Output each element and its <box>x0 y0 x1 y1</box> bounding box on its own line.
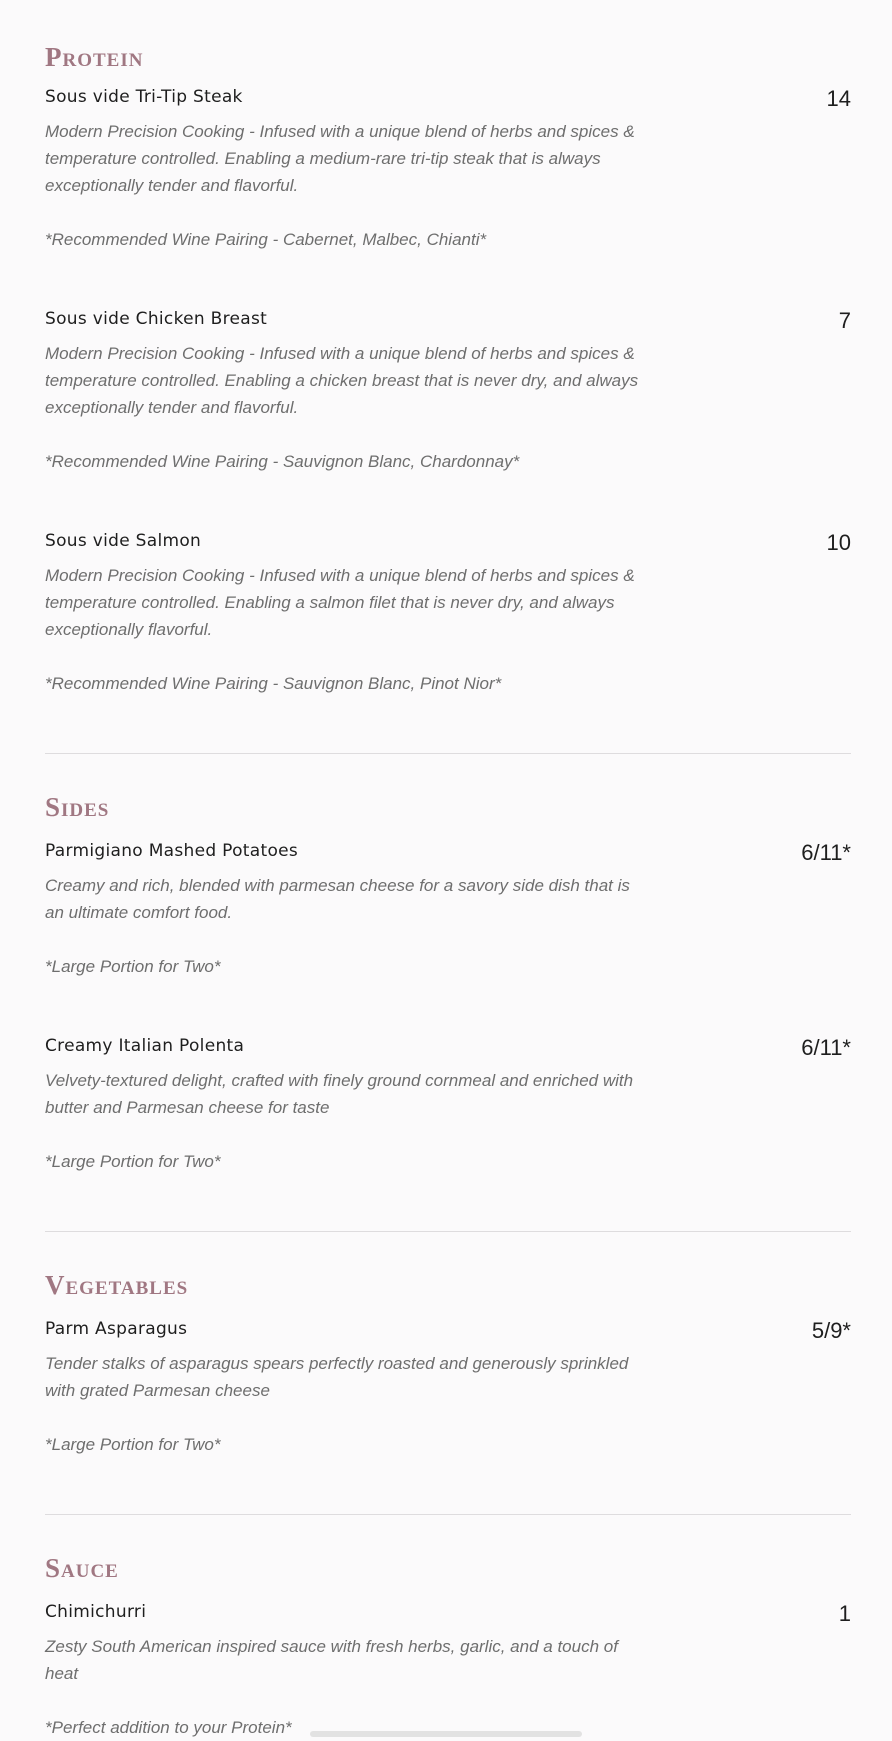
item-note: *Large Portion for Two* <box>45 1152 221 1171</box>
item-description: Modern Precision Cooking - Infused with a unique blend of herbs and spices & temperature controlled. Enabling a salmon filet that is never dry, and always exceptionally flavorful. <box>45 566 635 639</box>
menu-item-mashed-potatoes <box>45 840 851 980</box>
item-name: Sous vide Chicken Breast <box>45 309 268 329</box>
item-note: *Recommended Wine Pairing - Cabernet, Malbec, Chianti* <box>45 230 487 249</box>
menu-item-tri-tip-steak <box>45 86 851 253</box>
item-name: Parm Asparagus <box>45 1319 188 1339</box>
item-name: Sous vide Tri-Tip Steak <box>45 87 243 107</box>
scroll-indicator <box>310 1731 582 1737</box>
item-price: 7 <box>838 308 851 333</box>
item-description: Modern Precision Cooking - Infused with a unique blend of herbs and spices & temperature controlled. Enabling a medium-rare tri-tip steak that is always exceptionally tender and flavorful. <box>45 122 635 195</box>
section-protein <box>45 0 851 697</box>
item-price: 1 <box>838 1601 851 1626</box>
section-vegetables <box>45 1232 851 1458</box>
item-name: Chimichurri <box>45 1602 147 1622</box>
item-note: *Perfect addition to your Protein* <box>45 1718 292 1737</box>
item-note: *Recommended Wine Pairing - Sauvignon Blanc, Chardonnay* <box>45 452 520 471</box>
menu-page <box>45 0 851 1741</box>
item-description: Creamy and rich, blended with parmesan cheese for a savory side dish that is an ultimate comfort food. <box>45 876 630 922</box>
section-sides <box>45 754 851 1175</box>
menu-item-chimichurri <box>45 1601 851 1741</box>
section-title-protein: Protein <box>45 42 144 72</box>
menu-item-chicken-breast <box>45 308 851 475</box>
item-note: *Recommended Wine Pairing - Sauvignon Blanc, Pinot Nior* <box>45 674 502 693</box>
item-description: Zesty South American inspired sauce with fresh herbs, garlic, and a touch of heat <box>45 1637 618 1683</box>
menu-item-italian-polenta <box>45 1035 851 1175</box>
section-sauce <box>45 1515 851 1741</box>
item-price: 6/11* <box>801 1035 851 1060</box>
item-note: *Large Portion for Two* <box>45 957 221 976</box>
item-name: Parmigiano Mashed Potatoes <box>45 841 299 861</box>
item-description: Velvety-textured delight, crafted with finely ground cornmeal and enriched with butter and Parmesan cheese for taste <box>45 1071 634 1117</box>
menu-item-salmon <box>45 530 851 697</box>
section-title-sides: Sides <box>45 792 110 822</box>
section-title-sauce: Sauce <box>45 1553 119 1583</box>
item-price: 10 <box>826 530 851 555</box>
item-description: Modern Precision Cooking - Infused with a unique blend of herbs and spices & temperature controlled. Enabling a chicken breast that is never dry, and always exceptionally tender and flavorful. <box>45 344 639 417</box>
menu-item-parm-asparagus <box>45 1318 851 1458</box>
item-price: 5/9* <box>811 1318 851 1343</box>
item-name: Creamy Italian Polenta <box>45 1036 245 1056</box>
item-price: 6/11* <box>801 840 851 865</box>
item-note: *Large Portion for Two* <box>45 1435 221 1454</box>
item-name: Sous vide Salmon <box>45 531 202 551</box>
item-price: 14 <box>826 86 851 111</box>
section-title-vegetables: Vegetables <box>45 1270 189 1300</box>
item-description: Tender stalks of asparagus spears perfectly roasted and generously sprinkled with grated Parmesan cheese <box>45 1354 629 1400</box>
